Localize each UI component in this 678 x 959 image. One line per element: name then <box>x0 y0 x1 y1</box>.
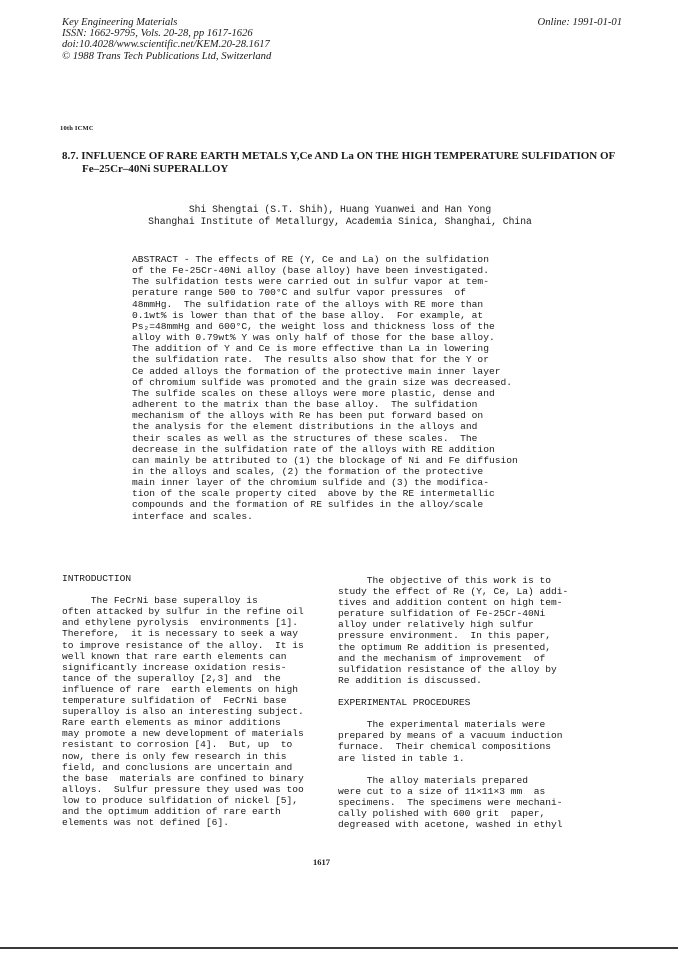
abstract-line: Ps₂=48mmHg and 600°C, the weight loss and thickness loss of the <box>132 320 495 332</box>
abstract-line: perature range 500 to 700°C and sulfur vapor pressures of <box>132 287 466 299</box>
abstract-line: can mainly be attributed to (1) the blockage of Ni and Fe diffusion <box>132 454 518 466</box>
author-names: Shi Shengtai (S.T. Shih), Huang Yuanwei and Han Yong <box>188 204 492 215</box>
abstract-line: 0.1wt% is lower than that of the base alloy. For example, at <box>132 309 484 321</box>
abstract-line: The addition of Y and Ce is more effective than La in lowering <box>132 343 489 355</box>
body-line: alloys. Sulfur pressure they used was too <box>62 783 304 795</box>
body-line: and the optimum addition of rare earth <box>62 805 281 817</box>
abstract-line: of chromium sulfide was promoted and the grain size was decreased. <box>132 376 512 388</box>
title-line-2: Fe–25Cr–40Ni SUPERALLOY <box>82 163 229 175</box>
title-line-1: 8.7. INFLUENCE OF RARE EARTH METALS Y,Ce AND La ON THE HIGH TEMPERATURE SULFIDATION OF <box>62 150 616 162</box>
online-date: Online: 1991-01-01 <box>537 17 622 28</box>
abstract-line: tion of the scale property cited above by the RE intermetallic <box>132 488 495 500</box>
body-line: were cut to a size of 11×11×3 mm as <box>338 785 546 797</box>
abstract-line: alloy with 0.79wt% Y was only half of those for the base alloy. <box>132 332 495 344</box>
body-line: significantly increase oxidation resis- <box>62 661 287 673</box>
abstract-line: Ce added alloys the formation of the protective main inner layer <box>132 365 501 377</box>
abstract-line: The sulfide scales on these alloys were more plastic, dense and <box>132 387 495 399</box>
body-line: low to produce sulfidation of nickel [5], <box>62 794 299 806</box>
body-line: The objective of this work is to <box>338 575 552 586</box>
body-line: the base materials are confined to binary <box>62 772 304 784</box>
abstract-line: 48mmHg. The sulfidation rate of the alloys with RE more than <box>132 298 484 310</box>
body-line: and the mechanism of improvement of <box>338 652 546 664</box>
body-line: The alloy materials prepared <box>338 774 528 786</box>
paper-title <box>62 150 622 176</box>
body-line: Rare earth elements as minor additions <box>62 717 281 729</box>
abstract-line: mechanism of the alloys with Re has been put forward based on <box>132 410 484 422</box>
abstract-line: their scales as well as the structures of these scales. The <box>132 432 478 444</box>
abstract-line: decrease in the sulfidation rate of the alloys with RE addition <box>132 443 495 455</box>
body-line: prepared by means of a vacuum induction <box>338 730 563 742</box>
doi-link[interactable]: doi:10.4028/www.scientific.net/KEM.20-28.1617 <box>62 39 270 51</box>
body-line: often attacked by sulfur in the refine oil <box>62 606 304 618</box>
body-line: superalloy is also an interesting subject. <box>62 706 304 718</box>
author-block <box>120 204 560 227</box>
body-line: influence of rare earth elements on high <box>62 683 299 695</box>
body-line: pressure environment. In this paper, <box>338 630 552 642</box>
abstract-line: The sulfidation tests were carried out in sulfur vapor at tem- <box>132 276 489 288</box>
body-line: tives and addition content on high tem- <box>338 597 563 609</box>
conference-tag: 10th ICMC <box>60 125 94 132</box>
copyright-line: © 1988 Trans Tech Publications Ltd, Switzerland <box>62 50 272 62</box>
abstract <box>132 254 518 522</box>
abstract-line: interface and scales. <box>132 510 253 522</box>
body-line: tance of the superalloy [2,3] and the <box>62 672 281 684</box>
body-line: Therefore, it is necessary to seek a way <box>62 628 299 640</box>
body-line: the optimum Re addition is presented, <box>338 641 552 653</box>
abstract-line: the sulfidation rate. The results also show that for the Y or <box>132 354 489 366</box>
body-line: elements was not defined [6]. <box>62 817 229 829</box>
left-column <box>62 573 342 828</box>
body-line: alloy under relatively high sulfur <box>338 619 534 631</box>
body-line: study the effect of Re (Y, Ce, La) addi- <box>338 586 569 598</box>
footer-rule <box>0 947 678 949</box>
body-line: resistant to corrosion [4]. But, up to <box>62 739 293 751</box>
body-line: perature sulfidation of Fe-25Cr-40Ni <box>338 608 546 620</box>
journal-name: Key Engineering Materials <box>62 17 178 28</box>
right-column <box>338 575 623 830</box>
abstract-line: the analysis for the element distributions in the alloys and <box>132 421 478 433</box>
body-line: The experimental materials were <box>338 719 546 731</box>
abstract-line: compounds and the formation of RE sulfides in the alloy/scale <box>132 499 484 511</box>
body-line: cally polished with 600 grit paper, <box>338 807 546 819</box>
body-line: well known that rare earth elements can <box>62 650 287 662</box>
body-line: specimens. The specimens were mechani- <box>338 796 563 808</box>
body-line: may promote a new development of materials <box>62 728 304 740</box>
abstract-line: in the alloys and scales, (2) the formation of the protective <box>132 465 484 477</box>
page-number: 1617 <box>313 857 330 867</box>
abstract-line: adherent to the matrix than the base alloy. The sulfidation <box>132 399 478 411</box>
abstract-line: ABSTRACT - The effects of RE (Y, Ce and La) on the sulfidation <box>132 254 489 265</box>
issn-line: ISSN: 1662-9795, Vols. 20-28, pp 1617-1626 <box>62 28 253 40</box>
experimental-heading: EXPERIMENTAL PROCEDURES <box>338 697 471 709</box>
body-line: are listed in table 1. <box>338 752 465 764</box>
body-line: field, and conclusions are uncertain and <box>62 761 293 773</box>
body-line: temperature sulfidation of FeCrNi base <box>62 695 287 707</box>
body-line: Re addition is discussed. <box>338 674 482 686</box>
abstract-line: of the Fe-25Cr-40Ni alloy (base alloy) have been investigated. <box>132 265 489 277</box>
body-line: The FeCrNi base superalloy is <box>62 595 258 607</box>
publication-metadata <box>62 17 622 62</box>
body-line: sulfidation resistance of the alloy by <box>338 663 557 675</box>
body-line: to improve resistance of the alloy. It is <box>62 639 304 651</box>
body-line: and ethylene pyrolysis environments [1]. <box>62 617 299 629</box>
body-line: degreased with acetone, washed in ethyl <box>338 819 563 831</box>
abstract-line: main inner layer of the chromium sulfide and (3) the modifica- <box>132 477 489 489</box>
author-affiliation: Shanghai Institute of Metallurgy, Academia Sinica, Shanghai, China <box>148 215 532 227</box>
body-line: now, there is only few research in this <box>62 750 287 762</box>
introduction-heading: INTRODUCTION <box>62 573 132 584</box>
body-line: furnace. Their chemical compositions <box>338 741 552 753</box>
